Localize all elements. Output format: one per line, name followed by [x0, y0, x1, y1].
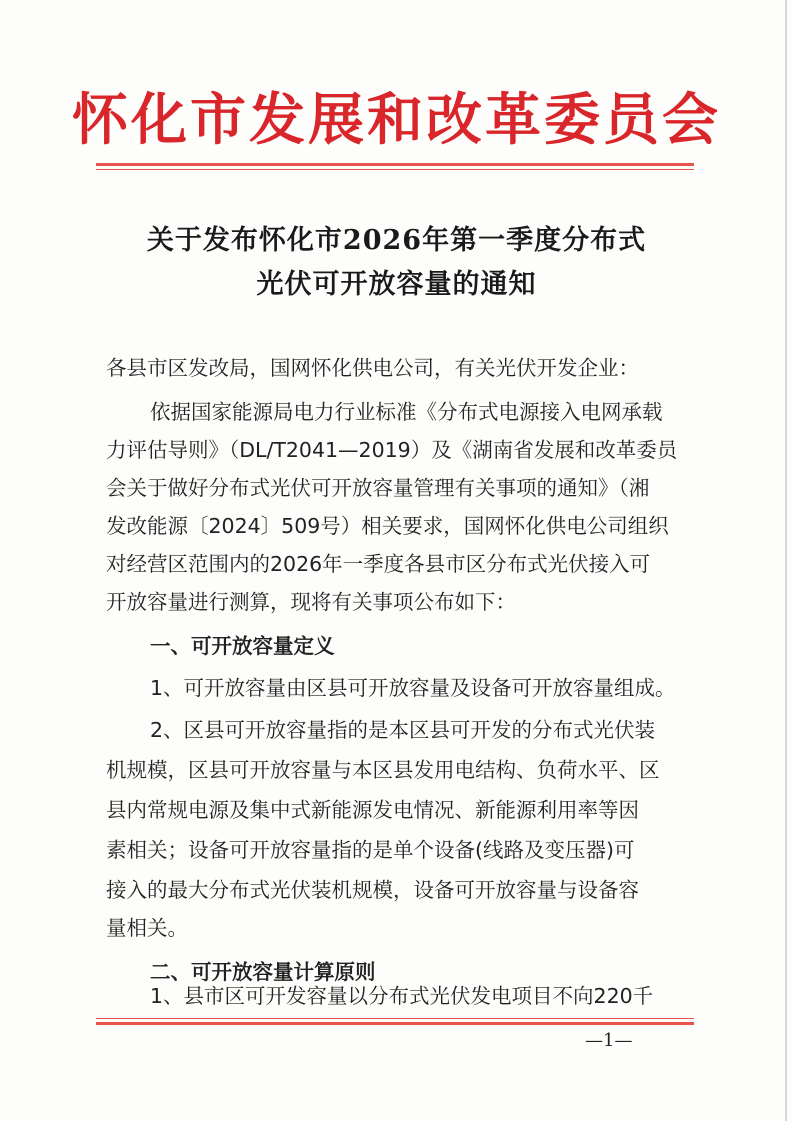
body-line: 1、县市区可开发容量以分布式光伏发电项目不向220千 [150, 984, 654, 1008]
scan-edge [785, 0, 787, 1121]
body-line: 接入的最大分布式光伏装机规模，设备可开放容量与设备容 [106, 878, 639, 902]
body-line: 力评估导则》（DL/T2041—2019）及《湖南省发展和改革委员 [106, 438, 678, 462]
body-line: 县内常规电源及集中式新能源发电情况、新能源利用率等因 [106, 798, 639, 822]
footer-red-rule [96, 1018, 694, 1025]
body-line: 素相关；设备可开放容量指的是单个设备(线路及变压器)可 [106, 838, 635, 862]
document-title-line-1: 关于发布怀化市2026年第一季度分布式 [146, 225, 647, 256]
body-line: 开放容量进行测算，现将有关事项公布如下： [106, 590, 516, 614]
body-line: 依据国家能源局电力行业标准《分布式电源接入电网承载 [150, 400, 663, 424]
body-line: 会关于做好分布式光伏可开放容量管理有关事项的通知》（湘 [106, 476, 650, 500]
page-number: —1— [585, 1030, 633, 1051]
body-line: 2、区县可开放容量指的是本区县可开发的分布式光伏装 [150, 718, 656, 742]
body-line: 对经营区范围内的2026年一季度各县市区分布式光伏接入可 [106, 552, 651, 576]
issuing-organization-header: 怀化市发展和改革委员会 [72, 87, 721, 153]
body-line: 量相关。 [106, 916, 188, 940]
document-title-line-2: 光伏可开放容量的通知 [256, 269, 537, 300]
header-red-rule [96, 163, 694, 170]
body-line: 机规模，区县可开放容量与本区县发用电结构、负荷水平、区 [106, 758, 660, 782]
section-heading-1: 一、可开放容量定义 [150, 634, 335, 658]
body-line: 1、可开放容量由区县可开放容量及设备可开放容量组成。 [150, 676, 676, 700]
section-heading-2: 二、可开放容量计算原则 [150, 960, 376, 984]
body-line: 发改能源〔2024〕509号）相关要求，国网怀化供电公司组织 [106, 514, 669, 538]
salutation: 各县市区发改局，国网怀化供电公司，有关光伏开发企业： [106, 356, 639, 380]
